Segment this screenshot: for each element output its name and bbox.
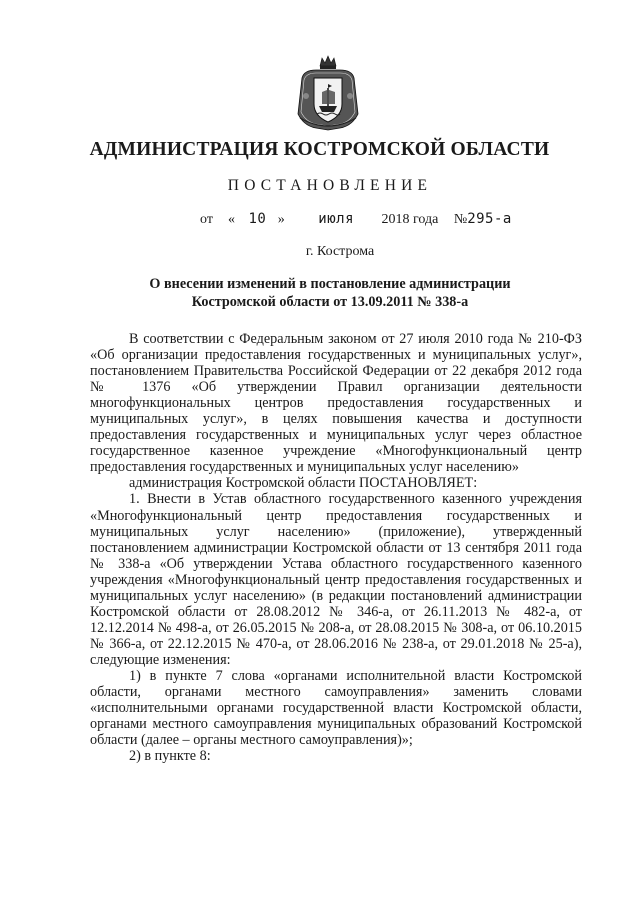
date-day: 10: [248, 211, 267, 227]
subitem-1-paragraph: 1) в пункте 7 слова «органами исполнительной власти Костромской области, органами местного самоуправления» заменить словами «исполнительными органами государственной власти Костромской области, органами местного самоуправления муниципальных образований Костромской области (далее – органы местного самоуправления)»;: [90, 667, 582, 749]
date-line: [200, 211, 512, 228]
date-month: июля: [318, 211, 355, 227]
document-body: [90, 331, 582, 764]
date-prefix: от: [200, 212, 213, 227]
document-subject: [100, 275, 560, 311]
preamble-paragraph: В соответствии с Федеральным законом от 27 июля 2010 года № 210-ФЗ «Об организации предоставления государственных и муниципальных услуг», постановлением Правительства Российской Федерации от 22 декабря 2012 года № 1376 «Об утверждении Правил организации деятельности многофункциональных центров предоставления государственных и муниципальных услуг», в целях повышения качества и доступности предоставления государственных и муниципальных услуг через областное государственное казенное учреждение «Многофункциональный центр предоставления государственных и муниципальных услуг населению»: [90, 331, 582, 476]
document-type: ПОСТАНОВЛЕНИЕ: [227, 177, 433, 194]
city: г. Кострома: [305, 244, 375, 259]
organization-title: АДМИНИСТРАЦИЯ КОСТРОМСКОЙ ОБЛАСТИ: [89, 139, 550, 160]
date-close-quote: »: [277, 212, 285, 227]
item-1-paragraph: 1. Внести в Устав областного государственного казенного учреждения «Многофункциональный центр предоставления государственных и муниципальных услуг населению» (приложение), утвержденный постановлением администрации Костромской области от 13 сентября 2011 года № 338-а «Об утверждении Устава областного государственного казенного учреждения «Многофункциональный центр предоставления государственных и муниципальных услуг населению» (в редакции постановлений администрации Костромской области от 28.08.2012 № 346-а, от 26.11.2013 № 482-а, от 12.12.2014 № 498-а, от 26.05.2015 № 208-а, от 28.08.2015 № 308-а, от 06.10.2015 № 366-а, от 22.12.2015 № 470-а, от 28.06.2016 № 238-а, от 29.01.2018 № 25-а), следующие изменения:: [90, 491, 582, 668]
subject-line-1: О внесении изменений в постановление администрации: [149, 276, 511, 292]
coat-of-arms-icon: [292, 52, 364, 132]
document-number: 295-а: [467, 211, 512, 227]
number-prefix: №: [453, 212, 468, 227]
subitem-2-paragraph: 2) в пункте 8:: [129, 748, 211, 765]
subject-line-2: Костромской области от 13.09.2011 № 338-а: [191, 294, 469, 310]
date-open-quote: «: [227, 212, 235, 227]
resolves-paragraph: администрация Костромской области ПОСТАНОВЛЯЕТ:: [129, 475, 478, 492]
date-year: 2018 года: [381, 212, 439, 227]
